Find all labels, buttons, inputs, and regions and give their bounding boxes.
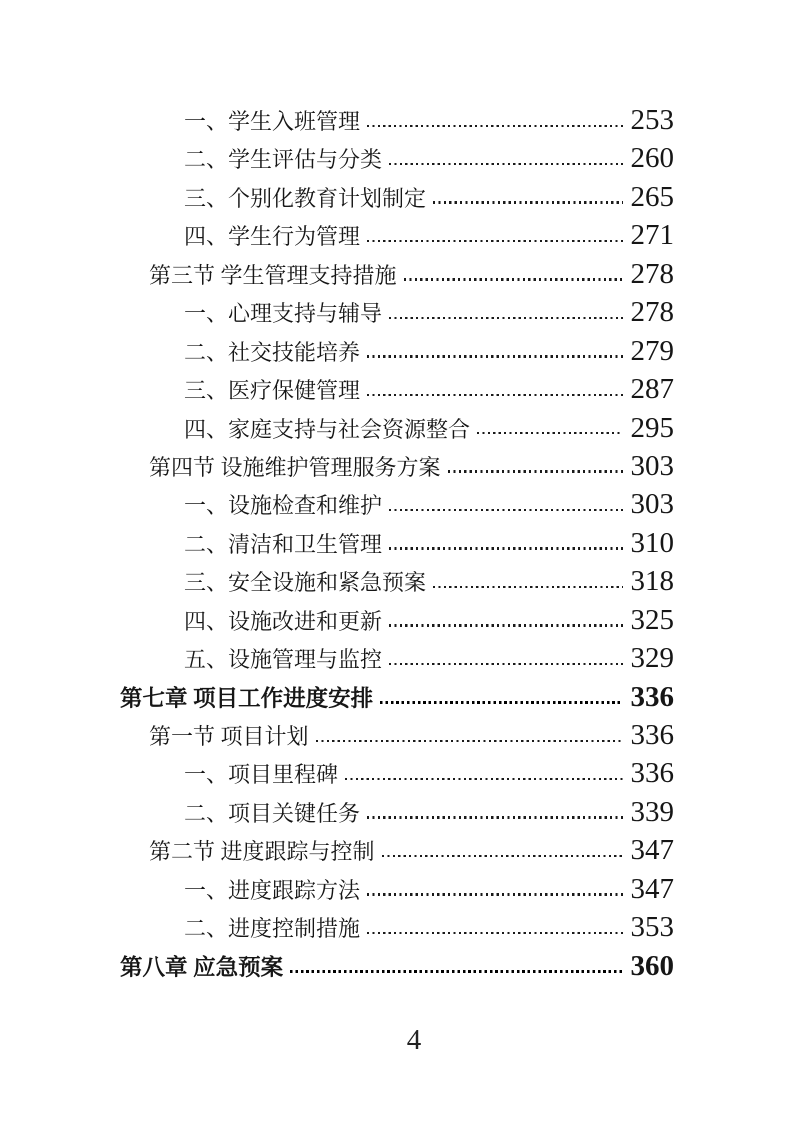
toc-entry-label[interactable]: 三、安全设施和紧急预案	[184, 570, 427, 596]
toc-entry[interactable]	[0, 139, 674, 177]
toc-entry[interactable]	[0, 178, 674, 216]
toc-entry-page-number[interactable]: 347	[630, 872, 674, 905]
toc-entry[interactable]	[0, 908, 674, 946]
toc-leader-dots	[367, 394, 622, 396]
toc-leader-dots	[477, 432, 622, 434]
toc-entry-page-number[interactable]: 295	[630, 411, 674, 444]
toc-entry-label[interactable]: 一、项目里程碑	[184, 762, 339, 788]
toc-entry[interactable]	[0, 293, 674, 331]
toc-entry-label[interactable]: 二、项目关键任务	[184, 800, 361, 826]
toc-entry[interactable]	[0, 601, 674, 639]
toc-leader-dots	[433, 586, 622, 588]
toc-entry-page-number[interactable]: 253	[630, 104, 674, 136]
toc-entry[interactable]	[0, 678, 674, 716]
toc-entry-page-number[interactable]: 336	[630, 719, 674, 751]
toc-entry[interactable]	[0, 370, 674, 408]
toc-entry-page-number[interactable]: 336	[630, 757, 674, 790]
toc-entry-label[interactable]: 五、设施管理与监控	[184, 647, 383, 673]
toc-leader-dots	[367, 816, 622, 818]
toc-leader-dots	[389, 509, 622, 511]
toc-leader-dots	[345, 778, 622, 780]
toc-entry-page-number[interactable]: 329	[630, 642, 674, 675]
toc-leader-dots	[367, 125, 622, 127]
toc-entry-label[interactable]: 三、医疗保健管理	[184, 378, 361, 404]
toc-entry-page-number[interactable]: 279	[630, 334, 674, 367]
toc-entry-page-number[interactable]: 271	[630, 219, 674, 252]
toc-entry-label[interactable]: 四、学生行为管理	[184, 224, 361, 250]
toc-entry-label[interactable]: 二、清洁和卫生管理	[184, 531, 383, 557]
toc-entry[interactable]	[0, 639, 674, 677]
toc-entry-label[interactable]: 第八章 应急预案	[120, 954, 284, 980]
toc-entry[interactable]	[0, 409, 674, 447]
toc-leader-dots	[389, 163, 622, 165]
toc-leader-dots	[290, 970, 622, 973]
toc-entry-label[interactable]: 二、学生评估与分类	[184, 147, 383, 173]
toc-entry-page-number[interactable]: 360	[630, 949, 674, 982]
toc-entry-page-number[interactable]: 325	[630, 603, 674, 636]
toc-entry-label[interactable]: 二、进度控制措施	[184, 916, 361, 942]
toc-entry-label[interactable]: 第二节 进度跟踪与控制	[149, 839, 375, 865]
toc-leader-dots	[448, 470, 623, 472]
toc-entry[interactable]	[0, 793, 674, 831]
toc-leader-dots	[367, 893, 622, 895]
toc-entry-label[interactable]: 一、学生入班管理	[184, 109, 361, 134]
toc-entry-page-number[interactable]: 278	[630, 257, 674, 290]
toc-entry-page-number[interactable]: 336	[630, 680, 674, 713]
page-number: 4	[406, 1024, 422, 1056]
toc-leader-dots	[367, 240, 622, 242]
table-of-contents	[0, 101, 674, 985]
toc-leader-dots	[389, 317, 622, 319]
toc-entry[interactable]	[0, 754, 674, 792]
toc-entry-label[interactable]: 第三节 学生管理支持措施	[149, 262, 397, 288]
toc-entry[interactable]	[0, 255, 674, 293]
toc-entry-label[interactable]: 四、设施改进和更新	[184, 608, 383, 634]
toc-entry-page-number[interactable]: 303	[630, 488, 674, 521]
toc-entry-label[interactable]: 第七章 项目工作进度安排	[120, 685, 374, 711]
toc-leader-dots	[389, 663, 622, 665]
toc-leader-dots	[367, 355, 622, 357]
toc-entry-label[interactable]: 一、心理支持与辅导	[184, 301, 383, 327]
toc-entry[interactable]	[0, 447, 674, 485]
toc-entry-label[interactable]: 二、社交技能培养	[184, 339, 361, 365]
toc-entry[interactable]	[0, 831, 674, 869]
toc-entry[interactable]	[0, 716, 674, 754]
toc-leader-dots	[367, 932, 622, 934]
toc-leader-dots	[433, 201, 622, 203]
toc-entry[interactable]	[0, 870, 674, 908]
toc-leader-dots	[389, 624, 622, 626]
toc-entry[interactable]	[0, 332, 674, 370]
toc-leader-dots	[316, 740, 623, 742]
toc-entry-label[interactable]: 三、个别化教育计划制定	[184, 185, 427, 211]
toc-entry-page-number[interactable]: 287	[630, 373, 674, 406]
toc-entry-page-number[interactable]: 303	[630, 449, 674, 482]
toc-entry-page-number[interactable]: 347	[630, 834, 674, 867]
toc-entry-label[interactable]: 四、家庭支持与社会资源整合	[184, 416, 471, 442]
toc-entry-page-number[interactable]: 265	[630, 180, 674, 213]
toc-entry[interactable]	[0, 562, 674, 600]
toc-entry[interactable]	[0, 216, 674, 254]
toc-entry-page-number[interactable]: 318	[630, 565, 674, 598]
toc-entry[interactable]	[0, 485, 674, 523]
toc-entry-page-number[interactable]: 310	[630, 526, 674, 559]
toc-entry[interactable]	[0, 947, 674, 985]
toc-entry[interactable]	[0, 101, 674, 139]
toc-leader-dots	[382, 855, 623, 857]
toc-leader-dots	[389, 547, 622, 549]
toc-leader-dots	[404, 278, 623, 280]
toc-entry-label[interactable]: 一、设施检查和维护	[184, 493, 383, 519]
toc-entry-page-number[interactable]: 339	[630, 795, 674, 828]
toc-entry-page-number[interactable]: 278	[630, 296, 674, 329]
toc-entry-label[interactable]: 第四节 设施维护管理服务方案	[149, 454, 441, 480]
toc-leader-dots	[380, 701, 622, 704]
toc-entry-label[interactable]: 第一节 项目计划	[149, 724, 309, 749]
toc-entry-page-number[interactable]: 260	[630, 142, 674, 175]
toc-entry-page-number[interactable]: 353	[630, 911, 674, 944]
page-footer	[407, 1026, 422, 1055]
toc-entry-label[interactable]: 一、进度跟踪方法	[184, 877, 361, 903]
toc-entry[interactable]	[0, 524, 674, 562]
